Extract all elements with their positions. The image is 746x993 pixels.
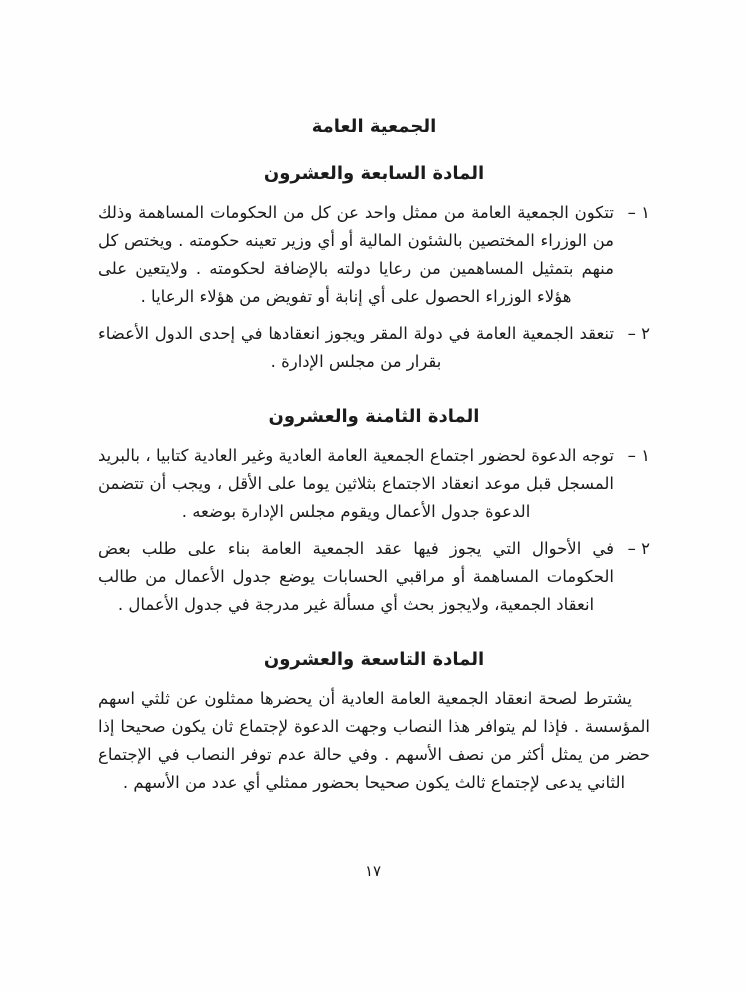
item-number: ١ – — [627, 203, 650, 222]
page-title: الجمعية العامة — [311, 116, 437, 137]
article-29-paragraph: يشترط لصحة انعقاد الجمعية العامة العادية أن يحضرها ممثلون عن ثلثي اسهم المؤسسة . فإذا لم يتوافر هذا النصاب وجهت الدعوة لإجتماع ثان يكون صحيحا إذا حضر من يمثل أكثر من نصف الأسهم . وفي حالة عدم توفر النصاب في الإجتماع الثاني يدعى لإجتماع ثالث يكون صحيحا بحضور ممثلي أي عدد من الأسهم . — [98, 689, 650, 792]
item-number: ٢ – — [627, 539, 650, 558]
item-text: تتكون الجمعية العامة من ممثل واحد عن كل من الحكومات المساهمة وذلك من الوزراء المختصين بالشئون المالية أو أي وزير تعينه حكومته . ويختص كل منهم بتمثيل المساهمين من رعايا دولته بالإضافة لحكومته . ولايتعين على هؤلاء الوزراء الحصول على أي إنابة أو تفويض من هؤلاء الرعايا . — [98, 203, 614, 306]
list-item — [98, 199, 650, 311]
article-27-section — [98, 163, 650, 376]
item-text: في الأحوال التي يجوز فيها عقد الجمعية العامة بناء على طلب بعض الحكومات المساهمة أو مراقبي الحسابات يوضع جدول الأعمال من طالب انعقاد الجمعية، ولايجوز بحث أي مسألة غير مدرجة في جدول الأعمال . — [98, 539, 614, 614]
item-text: توجه الدعوة لحضور اجتماع الجمعية العامة العادية وغير العادية كتابيا ، بالبريد المسجل قبل موعد انعقاد الاجتماع بثلاثين يوما على الأقل ، ويجب أن تتضمن الدعوة جدول الأعمال ويقوم مجلس الإدارة بوضعه . — [98, 446, 614, 521]
article-28-items — [98, 442, 650, 619]
list-item — [98, 320, 650, 376]
article-28-heading: المادة الثامنة والعشرون — [268, 406, 480, 427]
article-29-section — [98, 649, 650, 797]
article-27-heading: المادة السابعة والعشرون — [263, 163, 485, 184]
article-29-heading: المادة التاسعة والعشرون — [263, 649, 485, 670]
page-number: ١٧ — [364, 862, 382, 880]
article-28-section — [98, 406, 650, 619]
list-item — [98, 535, 650, 619]
item-text: تنعقد الجمعية العامة في دولة المقر ويجوز انعقادها في إحدى الدول الأعضاء بقرار من مجلس الإدارة . — [98, 324, 614, 371]
article-27-items — [98, 199, 650, 376]
item-number: ١ – — [627, 446, 650, 465]
item-number: ٢ – — [627, 324, 650, 343]
list-item — [98, 442, 650, 526]
